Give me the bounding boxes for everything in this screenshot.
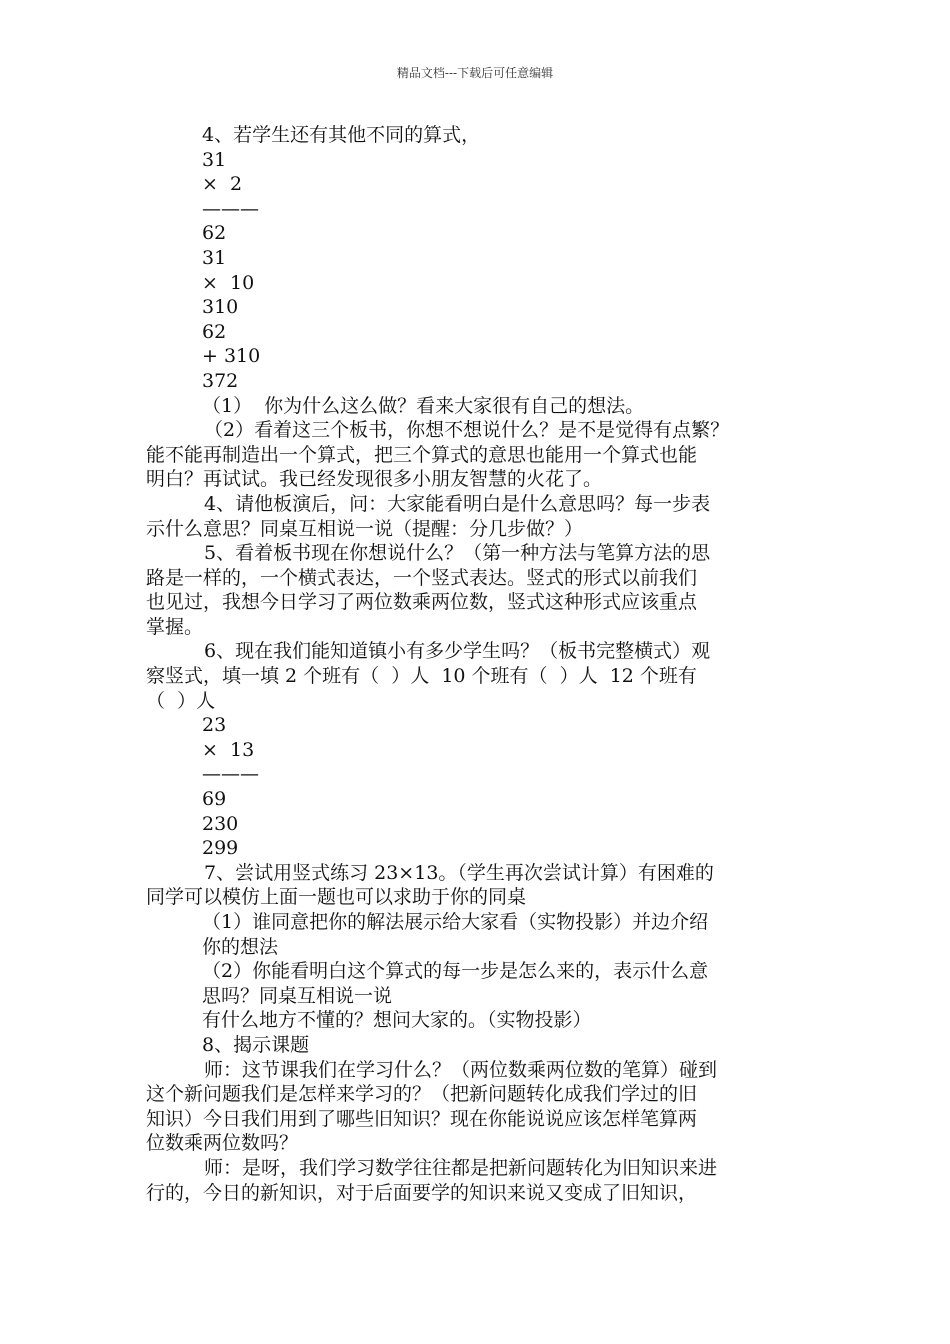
text-line: 明白？再试试。我已经发现很多小朋友智慧的火花了。	[146, 468, 603, 491]
text-line: （2）看着这三个板书，你想不想说什么？是不是觉得有点繁？	[204, 419, 730, 442]
text-line: 也见过，我想今日学习了两位数乘两位数，竖式这种形式应该重点	[146, 591, 698, 614]
text-line: （1） 你为什么这么做？看来大家很有自己的想法。	[202, 394, 645, 417]
document-body	[146, 123, 816, 1205]
text-line: 62	[202, 222, 227, 245]
text-line: 师：这节课我们在学习什么？（两位数乘两位数的笔算）碰到	[204, 1058, 718, 1081]
text-line: 299	[202, 837, 239, 860]
text-line: ———	[202, 197, 259, 220]
text-line: 69	[202, 788, 227, 811]
text-line: 察竖式，填一填 2 个班有（ ）人 10 个班有（ ）人 12 个班有	[146, 665, 697, 688]
text-line: ———	[202, 763, 259, 786]
text-line: × 13	[202, 738, 255, 761]
text-line: + 310	[202, 345, 261, 368]
text-line: 能不能再制造出一个算式，把三个算式的意思也能用一个算式也能	[146, 443, 698, 466]
text-line: 6、现在我们能知道镇小有多少学生吗？（板书完整横式）观	[204, 640, 711, 663]
text-line: 23	[202, 714, 227, 737]
text-line: 有什么地方不懂的？想问大家的。（实物投影）	[202, 1009, 592, 1032]
text-line: 4、若学生还有其他不同的算式，	[202, 124, 481, 146]
text-line: 你的想法	[202, 935, 279, 958]
text-line: × 2	[202, 173, 243, 196]
text-line: × 10	[202, 271, 255, 294]
text-line: 8、揭示课题	[202, 1033, 310, 1056]
text-line: 62	[202, 320, 227, 343]
text-line: 31	[202, 148, 227, 171]
text-line: 同学可以模仿上面一题也可以求助于你的同桌	[146, 886, 527, 909]
text-line: 5、看着板书现在你想说什么？（第一种方法与笔算方法的思	[204, 542, 711, 565]
text-line: 位数乘两位数吗？	[146, 1132, 299, 1155]
text-line: 掌握。	[146, 615, 204, 638]
text-line: 知识）今日我们用到了哪些旧知识？现在你能说说应该怎样笔算两	[146, 1107, 698, 1130]
text-line: 思吗？同桌互相说一说	[202, 984, 393, 1007]
text-line: 7、尝试用竖式练习 23×13。（学生再次尝试计算）有困难的	[204, 861, 714, 884]
text-line: 师：是呀，我们学习数学往往都是把新问题转化为旧知识来进	[204, 1156, 718, 1179]
text-line: （1）谁同意把你的解法展示给大家看（实物投影）并边介绍	[202, 911, 709, 933]
text-line: 示什么意思？同桌互相说一说（提醒：分几步做？）	[146, 517, 584, 540]
text-line: 行的，今日的新知识，对于后面要学的知识来说又变成了旧知识，	[146, 1181, 698, 1204]
text-line: 这个新问题我们是怎样来学习的？（把新问题转化成我们学过的旧	[146, 1083, 698, 1106]
page-header: 精品文档---下载后可任意编辑	[396, 66, 554, 80]
text-line: 路是一样的，一个横式表达，一个竖式表达。竖式的形式以前我们	[146, 566, 698, 589]
text-line: （ ）人	[146, 689, 216, 712]
text-line: 31	[202, 246, 227, 269]
text-line: 230	[202, 812, 239, 835]
text-line: （2）你能看明白这个算式的每一步是怎么来的，表示什么意	[202, 960, 709, 983]
text-line: 4、请他板演后，问：大家能看明白是什么意思吗？每一步表	[204, 492, 711, 515]
text-line: 372	[202, 369, 239, 392]
text-line: 310	[202, 296, 239, 319]
